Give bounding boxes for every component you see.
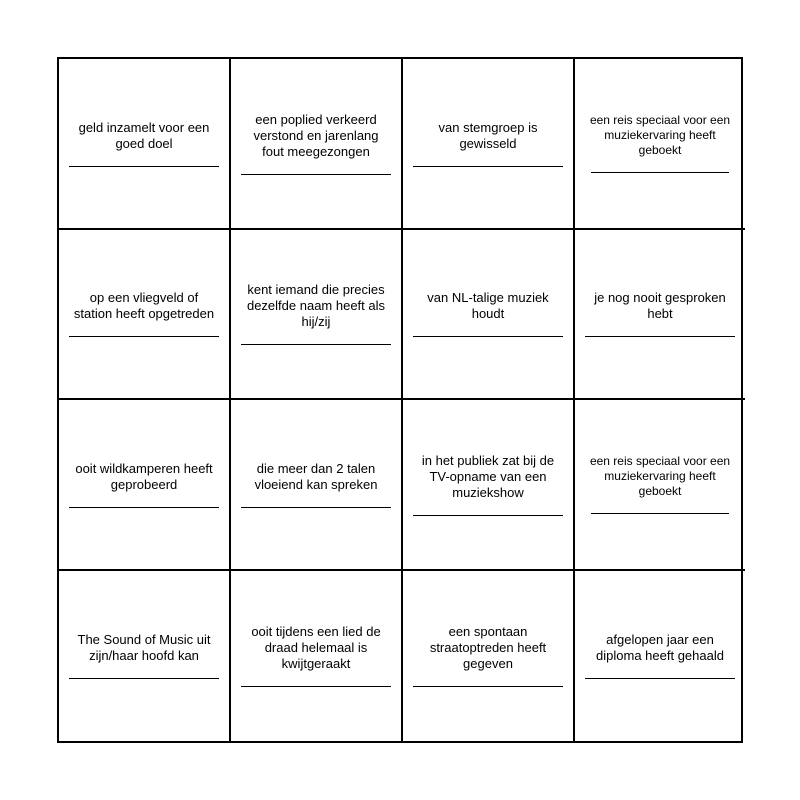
bingo-cell xyxy=(575,400,745,571)
bingo-cell xyxy=(231,59,403,230)
signature-line xyxy=(413,686,563,687)
signature-line xyxy=(413,336,563,337)
bingo-cell xyxy=(231,400,403,571)
bingo-cell xyxy=(575,571,745,742)
cell-prompt: geld inzamelt voor een goed doel xyxy=(78,119,210,151)
bingo-cell xyxy=(59,571,231,742)
bingo-grid xyxy=(57,57,743,743)
signature-line xyxy=(585,336,735,337)
cell-prompt: je nog nooit gesproken hebt xyxy=(594,290,726,322)
signature-line xyxy=(69,678,219,679)
cell-prompt: een reis speciaal voor een muziekervaring heeft geboekt xyxy=(589,113,731,158)
signature-line xyxy=(591,172,729,173)
cell-prompt: van stemgroep is gewisseld xyxy=(438,119,538,151)
bingo-cell xyxy=(403,230,575,401)
cell-prompt: een reis speciaal voor een muziekervaring heeft geboekt xyxy=(589,454,731,499)
cell-prompt: ooit tijdens een lied de draad helemaal is kwijtgeraakt xyxy=(251,624,381,672)
bingo-cell xyxy=(59,230,231,401)
cell-prompt: kent iemand die precies dezelfde naam heeft als hij/zij xyxy=(246,282,386,330)
bingo-cell xyxy=(575,59,745,230)
cell-prompt: ooit wildkamperen heeft geprobeerd xyxy=(75,460,213,492)
signature-line xyxy=(241,686,391,687)
signature-line xyxy=(69,166,219,167)
bingo-cell xyxy=(59,400,231,571)
bingo-cell xyxy=(403,571,575,742)
cell-prompt: in het publiek zat bij de TV-opname van een muziekshow xyxy=(421,452,555,500)
cell-prompt: afgelopen jaar een diploma heeft gehaald xyxy=(596,632,724,664)
cell-prompt: van NL-talige muziek houdt xyxy=(427,290,549,322)
signature-line xyxy=(241,344,391,345)
signature-line xyxy=(585,678,735,679)
bingo-cell xyxy=(575,230,745,401)
signature-line xyxy=(413,166,563,167)
cell-prompt: op een vliegveld of station heeft opgetreden xyxy=(73,290,215,322)
cell-prompt: The Sound of Music uit zijn/haar hoofd kan xyxy=(77,632,211,664)
signature-line xyxy=(591,513,729,514)
cell-prompt: die meer dan 2 talen vloeiend kan spreken xyxy=(254,460,378,492)
bingo-cell xyxy=(403,59,575,230)
signature-line xyxy=(413,515,563,516)
bingo-cell xyxy=(403,400,575,571)
bingo-cell xyxy=(231,571,403,742)
bingo-cell xyxy=(231,230,403,401)
signature-line xyxy=(69,336,219,337)
signature-line xyxy=(241,507,391,508)
bingo-cell xyxy=(59,59,231,230)
cell-prompt: een spontaan straatoptreden heeft gegeven xyxy=(429,624,547,672)
cell-prompt: een poplied verkeerd verstond en jarenlang fout meegezongen xyxy=(253,111,379,159)
signature-line xyxy=(241,174,391,175)
signature-line xyxy=(69,507,219,508)
